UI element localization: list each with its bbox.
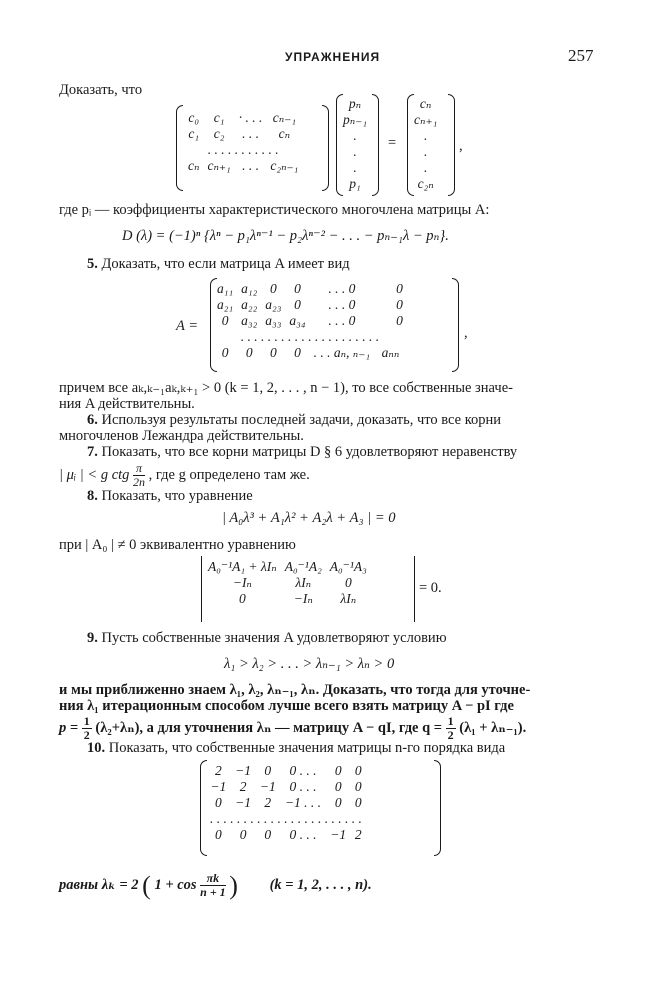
exercise-9-line-2: ния λ₁ итерационным способом лучше всего взять матрицу A − pI где [59,698,514,714]
matrix-cell: A₀⁻¹A₂ [284,559,322,574]
matrix-row [206,779,366,795]
exercise-text: Доказать, что если матрица A имеет вид [101,256,350,272]
matrix-cell: 2 [214,763,222,778]
matrix-row [204,575,371,591]
matrix-row [206,763,366,779]
trailing-comma: , [464,325,468,341]
matrix-cell: 0 [214,827,222,842]
where-line: где pᵢ — коэффициенты характеристического многочлена матрицы A: [59,202,490,218]
index-range: (k = 1, 2, . . . , n). [269,876,372,893]
p-vector [339,96,371,192]
exercise-5-condition: причем все aₖ,ₖ₋₁aₖ,ₖ₊₁ > 0 (k = 1, 2, . . . , n − 1), то все собственные значе- [59,380,513,396]
matrix-cell: λIₙ [295,575,312,590]
big-paren-close: ) [229,871,238,900]
p-definition-lhs: p = [59,719,79,736]
exercise-number: 8. [87,488,98,504]
exercise-5-conclusion: ния A действительны. [59,396,195,412]
matrix-cell: c₁ [188,126,200,141]
fraction-numerator: 1 [447,714,454,728]
matrix-cell: −1 [235,795,252,810]
hankel-matrix [184,110,302,174]
matrix-cell: A₀⁻¹A₃ [329,559,367,574]
matrix-cell: 0 [334,763,342,778]
matrix-row [213,329,407,345]
running-header: УПРАЖНЕНИЯ [285,50,381,64]
exercise-8-statement [87,489,253,504]
vector-entry: . [423,144,428,159]
matrix-cell: 0 [294,281,301,296]
matrix-cell: . . . [242,126,260,141]
matrix-row [184,158,302,174]
matrix-cell: a₃₄ [289,313,306,328]
left-paren [176,105,183,191]
matrix-cell: a₁₂ [241,281,258,296]
matrix-row [213,313,407,329]
matrix-cell: cₙ₊₁ [207,158,231,173]
determinant-left-bar [201,556,202,622]
exercise-10-statement [87,741,505,756]
matrix-cell: . . . 0 [328,313,356,328]
matrix-cell: a₁₁ [217,281,234,296]
exercise-5-statement [87,257,350,272]
matrix-cell: 0 [354,763,362,778]
matrix-cell: a₃₂ [241,313,258,328]
matrix-row [213,345,407,361]
matrix-cell: a₂₂ [241,297,258,312]
exercise-9-line-1: и мы приближенно знаем λ₁, λ₂, λₙ₋₁, λₙ. Доказать, что тогда для уточне- [59,682,531,698]
equals-sign: = [388,135,397,151]
exercise-10-result [59,872,372,899]
matrix-dots: . . . . . . . . . . . [207,142,279,157]
matrix-cell: 0 [396,297,403,312]
exercise-6-continuation: многочленов Лежандра действительны. [59,428,304,444]
vector-entry: p₁ [349,176,361,191]
matrix-dots: . . . . . . . . . . . . . . . . . . . . . . . [210,811,362,826]
matrix-cell: 0 [238,591,246,606]
vector-entry: cₙ [419,96,432,111]
matrix-cell: 0 [269,345,277,360]
vector-entry: . [353,160,357,175]
exercise-number: 9. [87,630,98,646]
matrix-row [204,591,371,607]
exercise-9-line-3 [59,715,526,742]
exercise-8-condition: при | A₀ | ≠ 0 эквивалентно уравнению [59,537,296,553]
c-vector [410,96,441,192]
inequality-rest: , где g определено там же. [148,466,310,483]
matrix-cell: c₀ [188,110,200,125]
tridiagonal-matrix [206,763,366,843]
cubic-matrix-equation: | A₀λ³ + A₁λ² + A₂λ + A₃ | = 0 [222,510,396,526]
matrix-cell: cₙ [188,158,200,173]
fraction-numerator: πk [200,872,226,886]
matrix-row [213,297,407,313]
exercise-text: Пусть собственные значения A удовлетворяют условию [101,630,447,646]
fraction-denominator: 2 [83,728,90,742]
matrix-cell: a₂₃ [265,297,282,312]
inequality-lhs: | μᵢ | < g ctg [59,466,130,483]
fraction-denominator: 2n [133,475,146,489]
matrix-cell: 0 [294,345,301,360]
matrix-cell: . . . [242,158,260,173]
matrix-cell: 0 [264,827,272,842]
matrix-cell: c₂ [213,126,225,141]
vector-entry: . [353,128,357,143]
vector-entry: pₙ [348,96,362,111]
matrix-cell: 0 [334,795,342,810]
matrix-cell: a₂₁ [217,297,234,312]
matrix-cell: −1 [259,779,276,794]
matrix-cell: −Iₙ [232,575,252,590]
eigenvalue-ordering: λ₁ > λ₂ > . . . > λₙ₋₁ > λₙ > 0 [224,656,395,672]
vector-entry: c₂ₙ [417,176,434,191]
matrix-cell: cₙ₋₁ [272,110,297,125]
matrix-dots: . . . . . . . . . . . . . . . . . . . . . [240,329,380,344]
matrix-cell: a₃₃ [265,313,282,328]
vector-entry: cₙ₊₁ [414,112,438,127]
matrix-row [204,559,371,575]
matrix-row [206,827,366,843]
matrix-cell: A₀⁻¹A₁ + λIₙ [208,559,277,574]
fraction-denominator: 2 [447,728,454,742]
fraction-denominator: n + 1 [200,885,226,899]
matrix-row [184,110,302,126]
big-paren-open: ( [142,871,151,900]
matrix-row [184,126,302,142]
matrix-cell: 0 . . . [289,827,317,842]
one-half-fraction [446,715,456,742]
matrix-cell: . . . aₙ, ₙ₋₁ [313,345,371,360]
matrix-cell: 0 [214,795,222,810]
matrix-cell: aₙₙ [381,345,400,360]
right-paren [322,105,329,191]
matrix-cell: 2 [354,827,362,842]
matrix-cell: . . . 0 [328,281,356,296]
exercise-text: Показать, что все корни матрицы D § 6 удовлетворяют неравенству [101,444,518,460]
eigenvalue-formula-body: 1 + cos [154,876,197,893]
page-number: 257 [568,46,594,65]
matrix-cell: 0 [245,345,253,360]
matrix-cell: −1 [235,763,252,778]
determinant-right-bar [414,556,415,622]
matrix-cell: 0 [264,763,272,778]
matrix-cell: 0 [294,297,301,312]
matrix-cell: 0 [354,795,362,810]
pi-over-2n-fraction [133,462,145,489]
exercise-9-statement [87,631,447,646]
right-bracket [434,760,441,856]
eigenvalue-formula-lhs: равны λₖ = 2 [59,876,139,893]
matrix-cell: 0 . . . [289,763,317,778]
matrix-cell: λIₙ [340,591,357,606]
exercise-text: Показать, что собственные значения матрицы n-го порядка вида [108,740,506,756]
fraction-numerator: π [133,462,145,476]
exercise-text: Используя результаты последней задачи, доказать, что все корни [101,412,502,428]
matrix-cell: −Iₙ [293,591,313,606]
pik-over-n-plus-1-fraction [200,872,226,899]
matrix-cell: · . . . [238,110,263,125]
matrix-row [184,142,302,158]
exercise-number: 5. [87,256,98,272]
matrix-row [206,795,366,811]
shift-definition-text: (λ₂+λₙ), а для уточнения λₙ — матрицу A − qI, где q = [95,719,443,736]
matrix-cell: 0 [396,281,403,296]
matrix-cell: 0 [334,779,342,794]
exercise-6-statement [87,413,501,428]
matrix-cell: 0 [396,313,403,328]
matrix-cell: 0 [269,281,277,296]
right-paren [372,94,379,196]
right-paren [448,94,455,196]
matrix-cell: −1 . . . [284,795,322,810]
fraction-numerator: 1 [83,714,90,728]
exercise-number: 6. [87,412,98,428]
matrix-lhs: A = [176,318,199,334]
matrix-cell: −1 [210,779,227,794]
matrix-cell: 0 [344,575,352,590]
exercise-text: Показать, что уравнение [101,488,253,504]
matrix-a [213,281,407,361]
q-definition-rest: (λ₁ + λₙ₋₁). [459,719,527,736]
vector-entry: pₙ₋₁ [343,112,368,127]
matrix-cell: 0 [221,313,229,328]
prove-that-text: Доказать, что [59,82,143,98]
matrix-cell: 0 [239,827,247,842]
matrix-cell: 0 [354,779,362,794]
matrix-cell: c₂ₙ₋₁ [270,158,299,173]
matrix-cell: 0 [221,345,229,360]
exercise-number: 7. [87,444,98,460]
vector-entry: . [423,128,428,143]
right-bracket [452,278,459,372]
characteristic-polynomial: D (λ) = (−1)ⁿ {λⁿ − p₁λⁿ⁻¹ − p₂λⁿ⁻² − . . . − pₙ₋₁λ − pₙ}. [122,228,449,244]
matrix-cell: −1 [330,827,347,842]
vector-entry: . [353,144,357,159]
block-matrix [204,559,371,607]
exercise-7-inequality [59,462,310,489]
matrix-cell: 0 . . . [289,779,317,794]
trailing-comma: , [459,138,463,154]
exercise-7-statement [87,445,517,460]
determinant-rhs: = 0. [419,580,442,596]
vector-entry: . [423,160,428,175]
matrix-cell: cₙ [278,126,291,141]
matrix-cell: 2 [264,795,272,810]
exercise-number: 10. [87,740,106,756]
matrix-cell: . . . 0 [328,297,356,312]
matrix-cell: 2 [239,779,247,794]
matrix-cell: c₁ [213,110,225,125]
one-half-fraction [82,715,92,742]
matrix-row [213,281,407,297]
matrix-row [206,811,366,827]
